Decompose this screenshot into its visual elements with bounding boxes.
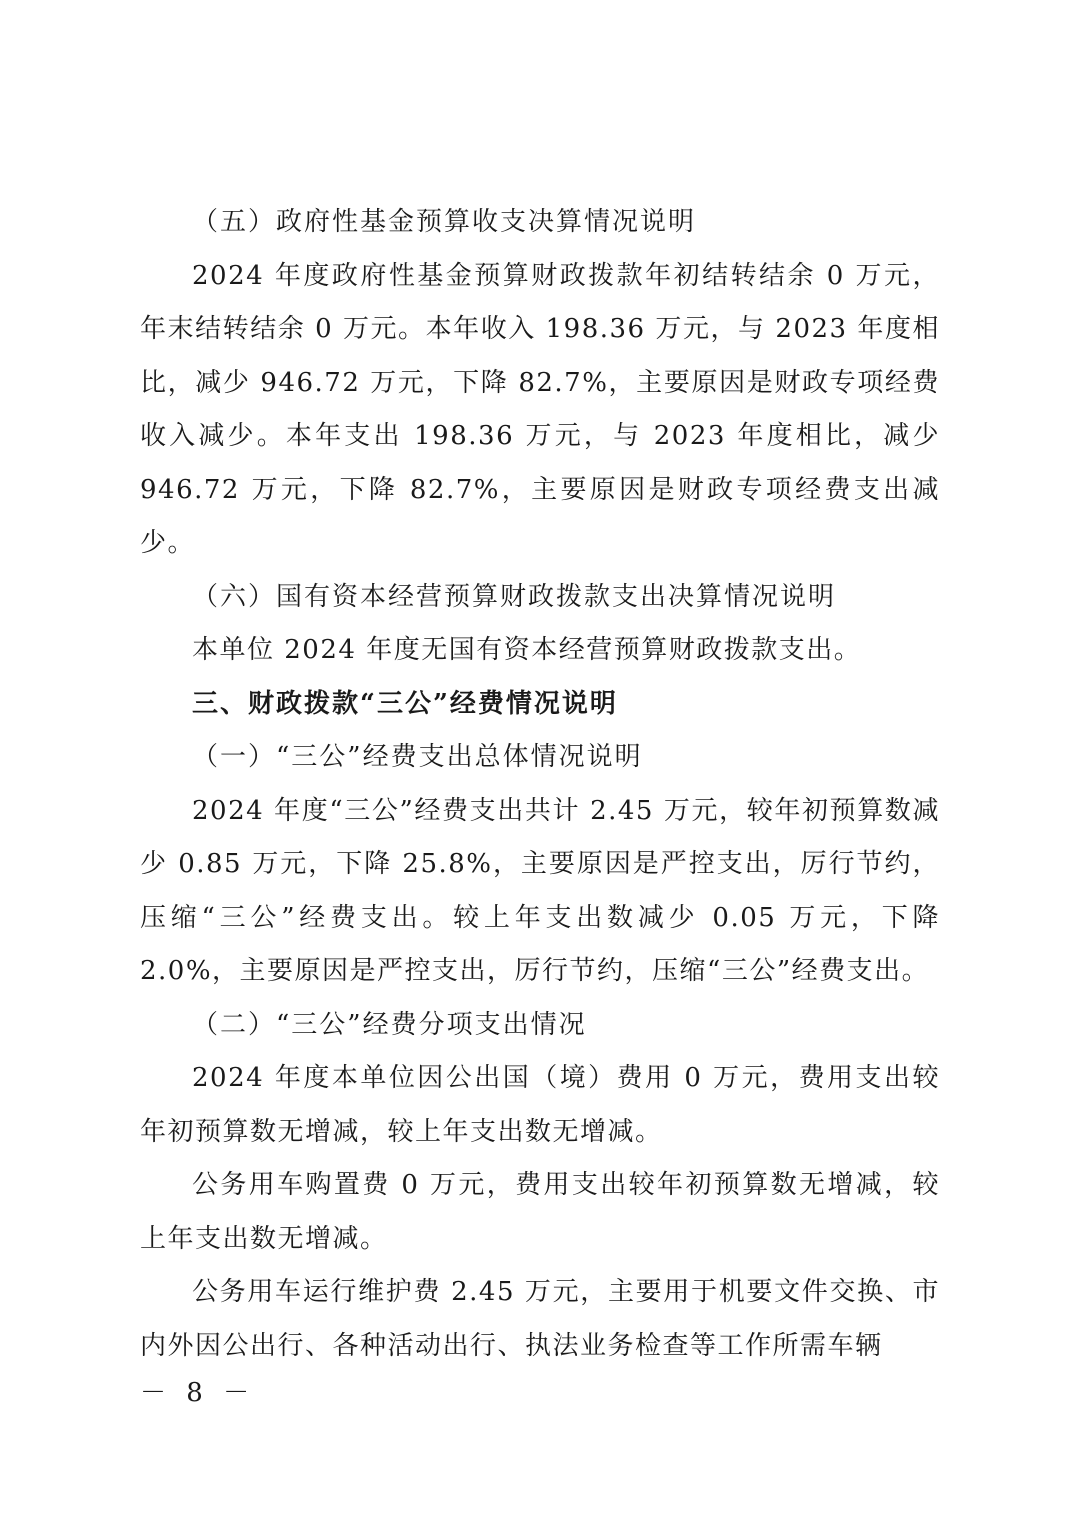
document-page: [140, 196, 940, 1373]
part-3-2-body-1: 2024 年度本单位因公出国（境）费用 0 万元，费用支出较年初预算数无增减，较上年支出数无增减。: [140, 1063, 940, 1147]
part-3-1-body: 2024 年度“三公”经费支出共计 2.45 万元，较年初预算数减少 0.85 万元，下降 25.8%，主要原因是严控支出，厉行节约，压缩“三公”经费支出。较上年支出数减少 0.05 万元，下降 2.0%，主要原因是严控支出，厉行节约，压缩“三公”经费支出。: [140, 795, 940, 986]
part-3-2-heading: （二）“三公”经费分项支出情况: [192, 1009, 587, 1040]
section-5-heading: （五）政府性基金预算收支决算情况说明: [192, 207, 697, 237]
part-3-2-body-2: 公务用车购置费 0 万元，费用支出较年初预算数无增减，较上年支出数无增减。: [140, 1170, 940, 1254]
section-5-body: 2024 年度政府性基金预算财政拨款年初结转结余 0 万元，年末结转结余 0 万元。本年收入 198.36 万元，与 2023 年度相比，减少 946.72 万元，下降 82.7%，主要原因是财政专项经费收入减少。本年支出 198.36 万元，与 2023 年度相比，减少 946.72 万元，下降 82.7%，主要原因是财政专项经费支出减少。: [140, 260, 940, 558]
part-3-1-heading: （一）“三公”经费支出总体情况说明: [192, 742, 643, 772]
part-3-2-body-3: 公务用车运行维护费 2.45 万元，主要用于机要文件交换、市内外因公出行、各种活动出行、执法业务检查等工作所需车辆: [140, 1277, 940, 1361]
part-3-heading: 三、财政拨款“三公”经费情况说明: [192, 688, 618, 719]
section-6-heading: （六）国有资本经营预算财政拨款支出决算情况说明: [192, 581, 837, 612]
page-number: － 8 －: [140, 1378, 256, 1408]
section-6-body: 本单位 2024 年度无国有资本经营预算财政拨款支出。: [192, 635, 862, 665]
